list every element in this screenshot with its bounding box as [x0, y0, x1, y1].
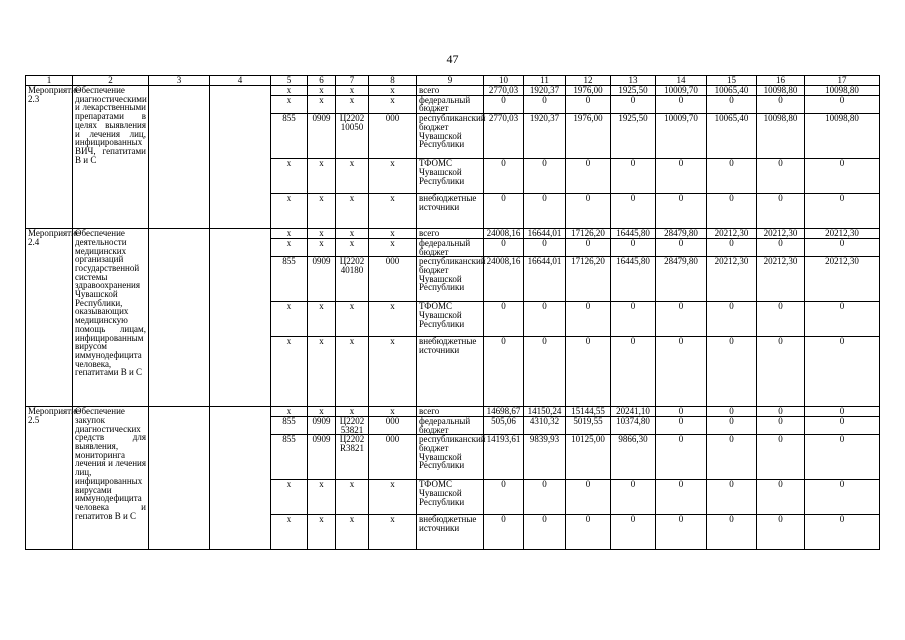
year-value: 0 [611, 480, 656, 515]
budget-table [25, 75, 880, 550]
year-value: 0 [656, 95, 707, 113]
year-value: 1925,50 [611, 86, 656, 96]
grbs-code: x [271, 229, 308, 239]
target-article-code: x [336, 86, 369, 96]
expense-type-code: x [369, 337, 417, 407]
section-code: 0909 [308, 435, 336, 480]
header-cell-3: 3 [149, 76, 210, 86]
year-value: 0 [707, 95, 757, 113]
expense-type-code: 000 [369, 435, 417, 480]
responsible-cell [149, 229, 210, 407]
target-article-code: Ц2202 10050 [336, 114, 369, 159]
year-value: 17126,20 [566, 229, 611, 239]
year-value: 10009,70 [656, 86, 707, 96]
expense-type-code: 000 [369, 257, 417, 302]
year-value: 0 [524, 238, 566, 256]
page-number: 47 [446, 52, 459, 66]
year-value: 0 [566, 95, 611, 113]
section-code: x [308, 95, 336, 113]
grbs-code: x [271, 194, 308, 229]
measure-label: Мероприятие 2.4 [26, 229, 73, 407]
funding-source: внебюджетные источники [417, 194, 484, 229]
grbs-code: 855 [271, 416, 308, 434]
year-value: 0 [757, 416, 805, 434]
year-value: 20212,30 [805, 257, 880, 302]
year-value: 0 [656, 480, 707, 515]
funding-source: ТФОМС Чувашской Республики [417, 302, 484, 337]
section-code: 0909 [308, 114, 336, 159]
year-value: 24008,16 [484, 257, 524, 302]
section-code: x [308, 194, 336, 229]
responsible-cell [149, 407, 210, 550]
header-cell-12: 12 [566, 76, 611, 86]
year-value: 17126,20 [566, 257, 611, 302]
year-value: 0 [524, 95, 566, 113]
header-cell-7: 7 [336, 76, 369, 86]
target-article-code: x [336, 337, 369, 407]
section-code: x [308, 229, 336, 239]
grbs-code: 855 [271, 257, 308, 302]
target-article-code: Ц2202 R3821 [336, 435, 369, 480]
year-value: 0 [484, 95, 524, 113]
year-value: 20212,30 [707, 229, 757, 239]
section-code: x [308, 86, 336, 96]
year-value: 0 [805, 480, 880, 515]
section-code: 0909 [308, 416, 336, 434]
header-cell-11: 11 [524, 76, 566, 86]
grbs-code: 855 [271, 435, 308, 480]
expense-type-code: 000 [369, 416, 417, 434]
year-value: 0 [656, 435, 707, 480]
measure-label: Мероприятие 2.5 [26, 407, 73, 550]
funding-source: внебюджетные источники [417, 337, 484, 407]
funding-source: всего [417, 407, 484, 417]
year-value: 0 [484, 194, 524, 229]
year-value: 0 [484, 337, 524, 407]
year-value: 0 [566, 515, 611, 550]
year-value: 0 [611, 302, 656, 337]
year-value: 2770,03 [484, 86, 524, 96]
year-value: 0 [757, 407, 805, 417]
year-value: 0 [566, 159, 611, 194]
year-value: 16445,80 [611, 257, 656, 302]
year-value: 28479,80 [656, 257, 707, 302]
year-value: 0 [524, 515, 566, 550]
year-value: 10098,80 [805, 86, 880, 96]
funding-source: внебюджетные источники [417, 515, 484, 550]
measure-label: Мероприятие 2.3 [26, 86, 73, 229]
year-value: 10098,80 [805, 114, 880, 159]
year-value: 0 [707, 515, 757, 550]
year-value: 0 [707, 159, 757, 194]
header-cell-5: 5 [271, 76, 308, 86]
year-value: 0 [805, 95, 880, 113]
year-value: 10374,80 [611, 416, 656, 434]
year-value: 9866,30 [611, 435, 656, 480]
year-value: 0 [757, 95, 805, 113]
target-article-code: Ц2202 53821 [336, 416, 369, 434]
target-article-code: x [336, 302, 369, 337]
header-cell-15: 15 [707, 76, 757, 86]
section-code: x [308, 238, 336, 256]
year-value: 0 [524, 480, 566, 515]
year-value: 1976,00 [566, 86, 611, 96]
year-value: 0 [611, 238, 656, 256]
header-cell-10: 10 [484, 76, 524, 86]
grbs-code: x [271, 480, 308, 515]
year-value: 0 [656, 407, 707, 417]
year-value: 4310,32 [524, 416, 566, 434]
header-cell-14: 14 [656, 76, 707, 86]
header-cell-13: 13 [611, 76, 656, 86]
year-value: 1920,37 [524, 86, 566, 96]
target-article-code: Ц2202 40180 [336, 257, 369, 302]
year-value: 0 [524, 194, 566, 229]
header-cell-2: 2 [73, 76, 149, 86]
year-value: 15144,55 [566, 407, 611, 417]
target-article-code: x [336, 159, 369, 194]
funding-source: федеральный бюджет [417, 95, 484, 113]
target-article-code: x [336, 515, 369, 550]
expense-type-code: 000 [369, 114, 417, 159]
year-value: 0 [757, 238, 805, 256]
year-value: 0 [707, 407, 757, 417]
responsible-cell [149, 86, 210, 229]
year-value: 10065,40 [707, 86, 757, 96]
year-value: 0 [757, 480, 805, 515]
header-cell-6: 6 [308, 76, 336, 86]
target-article-code: x [336, 480, 369, 515]
year-value: 0 [805, 302, 880, 337]
year-value: 0 [757, 515, 805, 550]
section-code: x [308, 337, 336, 407]
year-value: 0 [524, 159, 566, 194]
funding-source: всего [417, 86, 484, 96]
year-value: 20212,30 [805, 229, 880, 239]
target-article-code: x [336, 229, 369, 239]
year-value: 20212,30 [707, 257, 757, 302]
header-cell-16: 16 [757, 76, 805, 86]
year-value: 20212,30 [757, 257, 805, 302]
year-value: 0 [707, 238, 757, 256]
year-value: 16644,01 [524, 257, 566, 302]
co-executor-cell [210, 407, 271, 550]
expense-type-code: x [369, 515, 417, 550]
year-value: 0 [805, 416, 880, 434]
table-row [26, 229, 880, 239]
grbs-code: x [271, 86, 308, 96]
grbs-code: x [271, 515, 308, 550]
expense-type-code: x [369, 302, 417, 337]
year-value: 0 [656, 337, 707, 407]
funding-source: федеральный бюджет [417, 416, 484, 434]
measure-description: Обеспечение закупок диагностических средств для выявления, мониторинга лечения и лечения лиц, инфицированных вирусами иммунодефицита человека и гепатитов В и С [73, 407, 149, 550]
year-value: 0 [566, 337, 611, 407]
year-value: 0 [805, 159, 880, 194]
funding-source: федеральный бюджет [417, 238, 484, 256]
year-value: 0 [656, 515, 707, 550]
year-value: 0 [757, 194, 805, 229]
year-value: 0 [707, 416, 757, 434]
expense-type-code: x [369, 407, 417, 417]
section-code: x [308, 515, 336, 550]
grbs-code: 855 [271, 114, 308, 159]
year-value: 1976,00 [566, 114, 611, 159]
year-value: 10065,40 [707, 114, 757, 159]
section-code: x [308, 302, 336, 337]
year-value: 0 [484, 480, 524, 515]
year-value: 2770,03 [484, 114, 524, 159]
year-value: 14193,61 [484, 435, 524, 480]
expense-type-code: x [369, 159, 417, 194]
target-article-code: x [336, 194, 369, 229]
year-value: 1925,50 [611, 114, 656, 159]
year-value: 0 [611, 194, 656, 229]
grbs-code: x [271, 159, 308, 194]
year-value: 0 [805, 337, 880, 407]
year-value: 0 [707, 337, 757, 407]
expense-type-code: x [369, 480, 417, 515]
year-value: 0 [656, 194, 707, 229]
year-value: 0 [484, 238, 524, 256]
year-value: 0 [707, 435, 757, 480]
target-article-code: x [336, 95, 369, 113]
section-code: x [308, 159, 336, 194]
grbs-code: x [271, 407, 308, 417]
expense-type-code: x [369, 229, 417, 239]
header-cell-17: 17 [805, 76, 880, 86]
year-value: 0 [484, 159, 524, 194]
year-value: 0 [707, 480, 757, 515]
year-value: 0 [656, 416, 707, 434]
year-value: 20241,10 [611, 407, 656, 417]
table-row [26, 86, 880, 96]
year-value: 28479,80 [656, 229, 707, 239]
year-value: 14150,24 [524, 407, 566, 417]
year-value: 0 [566, 238, 611, 256]
year-value: 0 [757, 435, 805, 480]
year-value: 16445,80 [611, 229, 656, 239]
header-cell-1: 1 [26, 76, 73, 86]
funding-source: всего [417, 229, 484, 239]
year-value: 10009,70 [656, 114, 707, 159]
header-cell-9: 9 [417, 76, 484, 86]
year-value: 0 [707, 194, 757, 229]
year-value: 0 [524, 302, 566, 337]
table-row [26, 407, 880, 417]
co-executor-cell [210, 229, 271, 407]
header-row [26, 76, 880, 86]
year-value: 0 [656, 238, 707, 256]
year-value: 0 [757, 302, 805, 337]
year-value: 5019,55 [566, 416, 611, 434]
section-code: x [308, 480, 336, 515]
target-article-code: x [336, 407, 369, 417]
measure-description: Обеспечение деятельности медицинских организаций государственной системы здравоохранения Чувашской Республики, оказывающих медицинскую помощь лицам, инфицированным вирусом иммунодефицита человека, гепатитами В и С [73, 229, 149, 407]
year-value: 14698,67 [484, 407, 524, 417]
funding-source: ТФОМС Чувашской Республики [417, 480, 484, 515]
header-cell-8: 8 [369, 76, 417, 86]
grbs-code: x [271, 302, 308, 337]
section-code: x [308, 407, 336, 417]
funding-source: ТФОМС Чувашской Республики [417, 159, 484, 194]
year-value: 0 [656, 159, 707, 194]
year-value: 10125,00 [566, 435, 611, 480]
year-value: 0 [611, 515, 656, 550]
year-value: 0 [805, 407, 880, 417]
section-code: 0909 [308, 257, 336, 302]
year-value: 20212,30 [757, 229, 805, 239]
year-value: 9839,93 [524, 435, 566, 480]
year-value: 10098,80 [757, 86, 805, 96]
year-value: 505,06 [484, 416, 524, 434]
year-value: 0 [805, 238, 880, 256]
co-executor-cell [210, 86, 271, 229]
year-value: 16644,01 [524, 229, 566, 239]
grbs-code: x [271, 337, 308, 407]
year-value: 0 [484, 302, 524, 337]
year-value: 0 [566, 480, 611, 515]
funding-source: республиканский бюджет Чувашской Республики [417, 435, 484, 480]
year-value: 1920,37 [524, 114, 566, 159]
funding-source: республиканский бюджет Чувашской Республики [417, 257, 484, 302]
year-value: 0 [757, 159, 805, 194]
grbs-code: x [271, 238, 308, 256]
expense-type-code: x [369, 194, 417, 229]
expense-type-code: x [369, 95, 417, 113]
grbs-code: x [271, 95, 308, 113]
year-value: 0 [484, 515, 524, 550]
expense-type-code: x [369, 86, 417, 96]
measure-description: Обеспечение диагностическими и лекарственными препаратами в целях выявления и лечения лиц, инфицированных ВИЧ, гепатитами В и С [73, 86, 149, 229]
funding-source: республиканский бюджет Чувашской Республики [417, 114, 484, 159]
year-value: 0 [805, 194, 880, 229]
header-cell-4: 4 [210, 76, 271, 86]
year-value: 0 [656, 302, 707, 337]
year-value: 0 [611, 95, 656, 113]
target-article-code: x [336, 238, 369, 256]
year-value: 0 [757, 337, 805, 407]
year-value: 0 [805, 435, 880, 480]
year-value: 0 [611, 337, 656, 407]
year-value: 0 [611, 159, 656, 194]
year-value: 0 [707, 302, 757, 337]
year-value: 24008,16 [484, 229, 524, 239]
year-value: 0 [524, 337, 566, 407]
year-value: 0 [805, 515, 880, 550]
year-value: 0 [566, 194, 611, 229]
year-value: 0 [566, 302, 611, 337]
expense-type-code: x [369, 238, 417, 256]
year-value: 10098,80 [757, 114, 805, 159]
